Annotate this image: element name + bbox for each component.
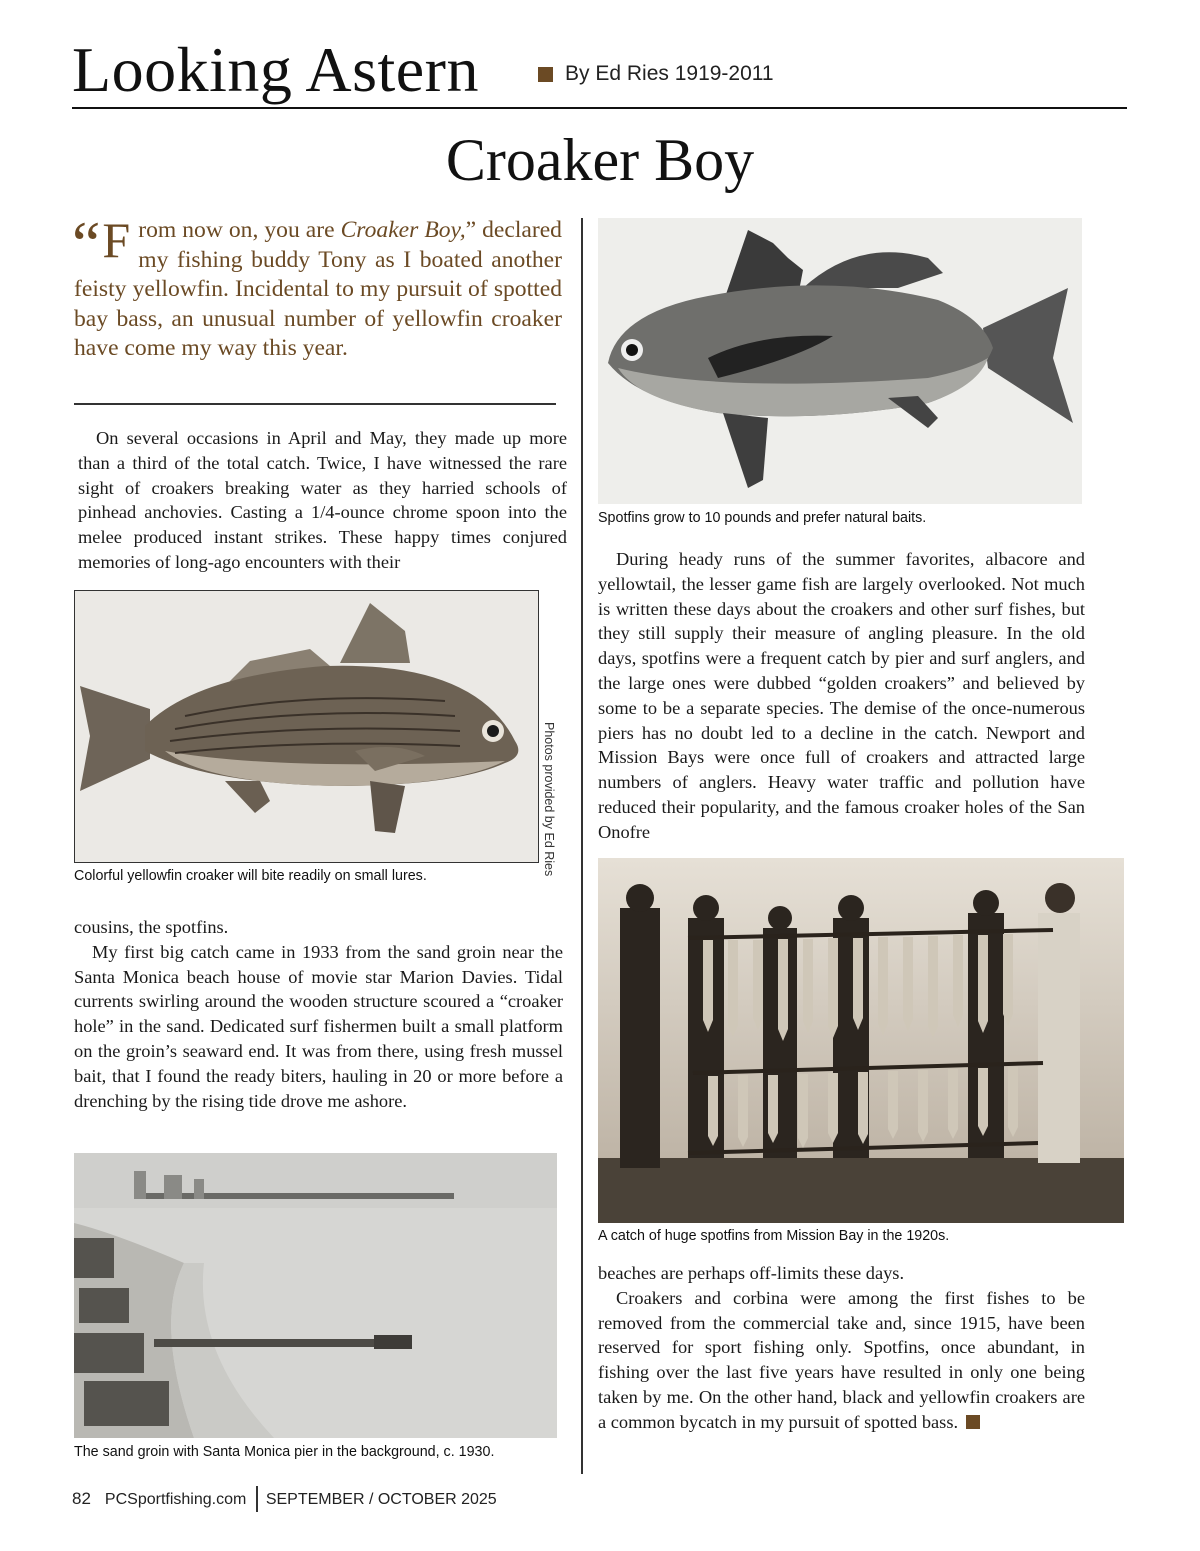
footer-site: PCSportfishing.com [104,1491,247,1508]
paragraph: beaches are perhaps off-limits these days. [598,1263,905,1283]
photo-credit: Photos provided by Ed Ries [542,722,556,877]
catch-caption: A catch of huge spotfins from Mission Bay in the 1920s. [598,1228,950,1244]
yellowfin-illustration [74,590,539,863]
intro-italic-name: Croaker Boy, [340,217,466,243]
page-number: 82 [72,1489,91,1508]
footer-separator [256,1486,258,1512]
beach-caption: The sand groin with Santa Monica pier in the background, c. 1930. [74,1444,495,1460]
spotfin-illustration [598,218,1082,504]
page-footer [72,1486,497,1513]
drop-cap: F [102,212,131,268]
byline-marker [538,67,553,82]
header-divider [72,107,1127,109]
column-divider [581,218,583,1474]
paragraph: cousins, the spotfins. [74,917,229,937]
paragraph: On several occasions in April and May, they made up more than a third of the total catch. Twice, I have witnessed the rare sight of croakers breaking water as they harried schools of pinhead anchovies. Casting a 1/4-ounce chrome spoon into the melee produced instant strikes. These happy times conjured memories of long-ago encounters with their [78,428,567,572]
right-column-bottom [598,1261,1085,1435]
final-paragraph-text: Croakers and corbina were among the first fishes to be removed from the commercial take and, since 1915, have been reserved for sport fishing only. Spotfins, once abundant, in fishing over the last five years have resulted in only one being taken by me. On the other hand, black and yellowfin croakers are a common bycatch in my pursuit of spotted bass. [598,1287,1085,1432]
yellowfin-caption: Colorful yellowfin croaker will bite readily on small lures. [74,868,427,884]
spotfin-caption: Spotfins grow to 10 pounds and prefer natural baits. [598,510,927,526]
intro-divider [74,403,556,405]
open-quote-mark: “ [72,208,95,279]
santa-monica-beach-photo [74,1153,557,1438]
paragraph [598,1286,1085,1435]
right-column-top [598,547,1085,845]
left-column-top [78,426,567,575]
paragraph: My first big catch came in 1933 from the sand groin near the Santa Monica beach house of movie star Marion Davies. Tidal currents swirling around the wooden structure scoured a “croaker hole” in the sand. Dedicated surf fishermen built a small platform on the groin’s seaward end. It was from there, using fresh mussel bait, that I found the ready biters, hauling in 20 or more before a drenching by the rising tide drove me ashore. [74,941,563,1111]
intro-text-start: rom now on, you are [138,217,341,243]
spotfin-catch-photo [598,858,1124,1223]
byline: By Ed Ries 1919-2011 [565,62,774,85]
paragraph: During heady runs of the summer favorites, albacore and yellowtail, the lesser game fish are largely overlooked. Not much is written these days about the croakers and other surf fishes, but they still supply their measure of angling pleasure. In the old days, spotfins were a frequent catch by pier and surf anglers, and the large ones were dubbed “golden croakers” and believed by some to be a separate species. The demise of the once-numerous piers has no doubt led to a decline in the catch. Newport and Mission Bays were once full of croakers and attracted large numbers of anglers. Heavy water traffic and pollution have reduced their popularity, and the famous croaker holes of the San Onofre [598,549,1085,842]
end-mark [966,1415,980,1429]
section-title: Looking Astern [72,34,479,105]
intro-paragraph [72,208,562,364]
article-title: Croaker Boy [445,127,755,193]
left-column-bottom [74,915,563,1113]
footer-issue: SEPTEMBER / OCTOBER 2025 [265,1491,497,1508]
intro-text-end: ” declared my fishing buddy Tony as I boated another feisty yellowfin. Incidental to my pursuit of spotted bay bass, an unusual number of yellowfin croaker have come my way this year. [74,217,562,362]
